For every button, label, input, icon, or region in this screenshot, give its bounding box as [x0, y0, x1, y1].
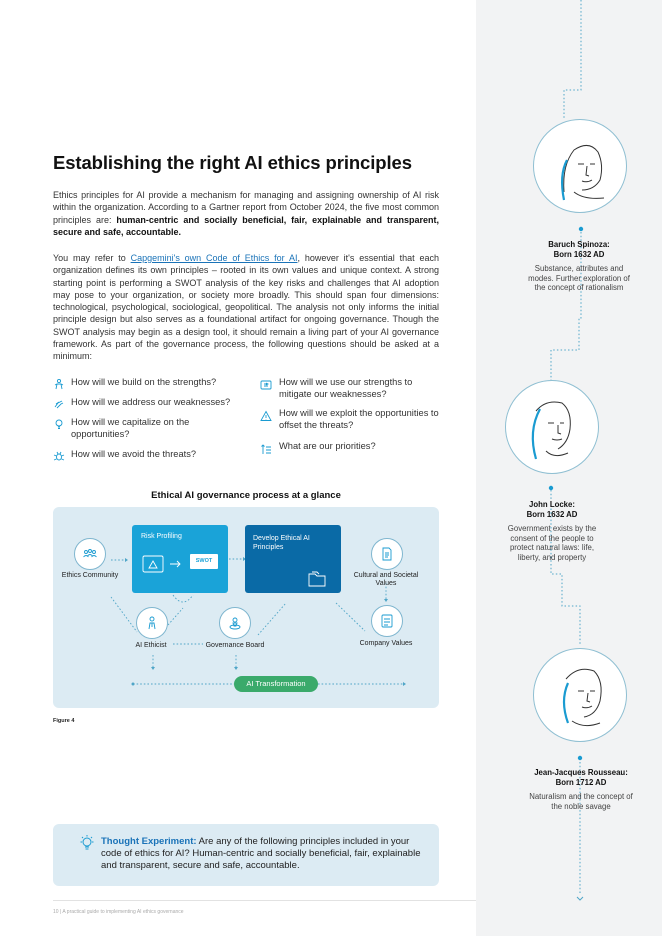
thought-experiment-box: [53, 824, 439, 886]
principles-bold: human-centric and socially beneficial, fair, explainable and transparent, secure and safe, accountable.: [53, 214, 439, 237]
rousseau-description: Naturalism and the concept of the noble savage: [529, 792, 633, 811]
locke-name: John Locke:: [529, 500, 575, 509]
risk-profiling-box: [132, 525, 228, 593]
lightbulb-icon: [53, 417, 65, 429]
swot-paragraph: [53, 252, 439, 363]
ai-transformation-pill: AI Transformation: [234, 676, 318, 692]
cultural-values-node: [371, 538, 403, 570]
risk-profiling-label: Risk Profiling: [141, 533, 182, 540]
swot-chip: SWOT: [190, 554, 218, 569]
question-use-strengths: How will we use our strengths to mitigate our weaknesses?: [279, 377, 413, 399]
question-exploit: How will we exploit the opportunities to offset the threats?: [279, 408, 439, 430]
warning-icon: [260, 409, 272, 421]
folders-icon: [307, 571, 329, 589]
transfer-icon: [260, 378, 272, 390]
ai-ethicist-node: [136, 607, 168, 639]
intro-text: Ethics principles for AI provide a mechanism for managing and assigning ownership of AI risk within the organization. According to a Gartner report from October 2024, the five most common principles are:: [53, 190, 439, 225]
locke-face-icon: [506, 381, 598, 473]
footer-divider: [53, 900, 476, 901]
ethics-community-label: Ethics Community: [61, 572, 119, 579]
question-weaknesses: How will we address our weaknesses?: [71, 397, 231, 407]
board-icon: [227, 615, 243, 631]
spinoza-description: Substance, attributes and modes. Further exploration of the concept of rationalism: [528, 264, 630, 292]
refer-text: You may refer to: [53, 253, 131, 263]
ai-ethicist-label: AI Ethicist: [135, 642, 167, 649]
intro-paragraph: [53, 189, 439, 238]
develop-principles-box: [245, 525, 341, 593]
rousseau-face-icon: [534, 649, 626, 741]
bug-icon: [53, 449, 65, 461]
spinoza-name: Baruch Spinoza:: [548, 240, 610, 249]
philosophers-sidebar: [476, 0, 662, 936]
rousseau-born: Born 1712 AD: [555, 778, 607, 787]
spinoza-face-icon: [534, 120, 626, 212]
question-strengths: How will we build on the strengths?: [71, 377, 217, 387]
swot-text: , however it's essential that each organization defines its own principles – rooted in its own values and unique context. A strong starting point is performing a SWOT analysis of the key risks and challenges that AI adoption may pose to your organization, or society more broadly. This should span four dimensions: technological, psychological, sociological, geopolitical. The analysis not only informs the initial principle design but also serves as a foundational artifact for ongoing governance. Though the SWOT analysis may begin as a design tool, it should remain a living part of your AI governance framework. As part of the governance process, the following questions should be asked at a minimum:: [53, 253, 439, 362]
locke-born: Born 1632 AD: [526, 510, 578, 519]
governance-figure: [53, 507, 439, 708]
develop-principles-label: Develop Ethical AI Principles: [253, 535, 310, 551]
thought-experiment-text: [101, 836, 421, 872]
rousseau-name: Jean-Jacques Rousseau:: [534, 768, 628, 777]
ethics-community-node: [74, 538, 106, 570]
spinoza-portrait: [533, 119, 627, 213]
page-footer: 10 | A practical guide to implementing AI ethics governance: [53, 909, 184, 915]
company-values-label: Company Values: [359, 640, 413, 647]
person-icon: [144, 615, 160, 631]
governance-board-label: Governance Board: [205, 642, 265, 649]
checklist-icon: [379, 613, 395, 629]
rousseau-portrait: [533, 648, 627, 742]
lightbulb-icon: [79, 834, 95, 852]
thought-experiment-label: Thought Experiment:: [101, 836, 197, 847]
figure-caption: Figure 4: [53, 718, 75, 724]
locke-description: Government exists by the consent of the people to protect natural laws: life, liberty, and property: [507, 524, 597, 562]
strength-icon: [53, 377, 65, 389]
thought-experiment-body: Are any of the following principles included in your code of ethics for AI? Human-centric and socially beneficial, fair, explainable and transparent, secure and safe, accountable.: [101, 836, 421, 871]
code-of-ethics-link[interactable]: Capgemini's own Code of Ethics for AI: [130, 253, 298, 263]
figure-title: Ethical AI governance process at a glance: [151, 490, 341, 501]
document-icon: [379, 546, 395, 562]
question-opportunities: How will we capitalize on the opportunities?: [71, 417, 190, 439]
governance-board-node: [219, 607, 251, 639]
hand-icon: [53, 397, 65, 409]
question-priorities: What are our priorities?: [279, 441, 376, 451]
company-values-node: [371, 605, 403, 637]
cultural-values-label: Cultural and Societal Values: [353, 572, 419, 587]
spinoza-born: Born 1632 AD: [553, 250, 605, 259]
people-icon: [82, 546, 98, 562]
question-threats: How will we avoid the threats?: [71, 449, 197, 459]
priority-icon: [260, 442, 272, 454]
locke-portrait: [505, 380, 599, 474]
page-title: Establishing the right AI ethics principles: [53, 152, 412, 173]
